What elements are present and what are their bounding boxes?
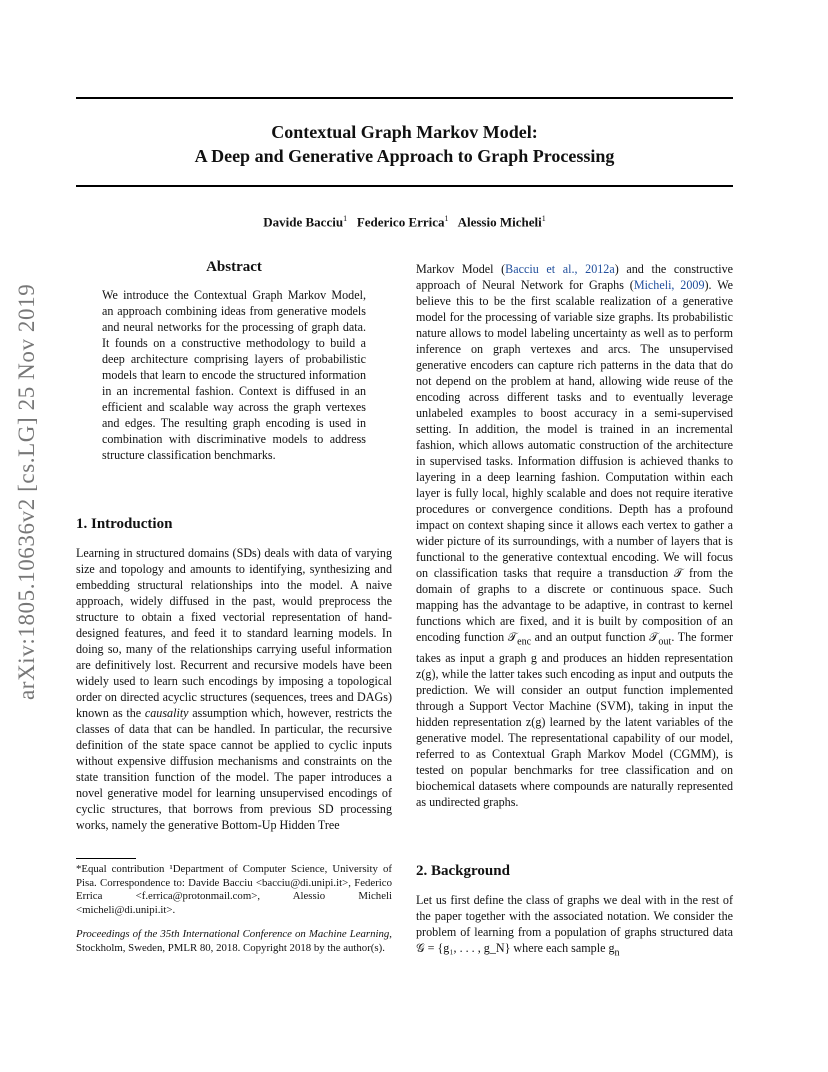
author-list xyxy=(76,214,733,230)
footnote-affiliations: *Equal contribution ¹Department of Computer Science, University of Pisa. Correspondence to: Davide Bacciu <bacciu@di.unipi.it>, Federico Errica <f.errica@protonmail.com>, Alessio Micheli <micheli@di.unipi.it>. xyxy=(76,863,392,916)
proceedings-rest: , Stockholm, Sweden, PMLR 80, 2018. Copyright 2018 by the author(s). xyxy=(76,928,392,954)
right-column-paragraph xyxy=(416,261,733,810)
abstract-text: We introduce the Contextual Graph Markov Model, an approach combining ideas from generative models and neural networks for the processing of graph data. It founds on a constructive methodology to build a deep architecture comprising layers of probabilistic models that learn to encode the structured information in an incremental fashion. Context is diffused in an efficient and scalable way across the graph vertexes and edges. The resulting graph encoding is used in combination with discriminative models to address structure classification benchmarks. xyxy=(102,288,366,462)
intro-text-italic: causality xyxy=(144,706,189,720)
author-name: Davide Bacciu xyxy=(263,214,344,230)
bottom-rule xyxy=(76,185,733,187)
proceedings-italic: Proceedings of the 35th International Conference on Machine Learning xyxy=(76,928,390,940)
author-mark: 1 xyxy=(541,214,546,223)
subscript-n: n xyxy=(614,947,620,959)
author-mark: 1 xyxy=(444,214,449,223)
abstract-heading: Abstract xyxy=(206,259,262,275)
paper-title-line1: Contextual Graph Markov Model: xyxy=(271,122,538,142)
subscript-enc: enc xyxy=(517,636,532,648)
intro-text-b: assumption which, however, restricts the classes of data that can be handled. In particular, the recursive definition of the state space cannot be applied to cyclic inputs without expensive diffusion mechanisms and constraints on the state transition function of the model. The paper introduces a novel generative model for learning unsupervised encodings of cyclic structures, that borrows from previous SD processing works, namely the generative Bottom-Up Hidden Tree xyxy=(76,706,392,832)
intro-paragraph xyxy=(76,545,392,833)
right-text-2: ) and the constructive approach of Neural Network for Graphs ( xyxy=(416,262,733,292)
footnote-rule xyxy=(76,858,136,859)
right-text-4: and an output function 𝒯 xyxy=(531,630,659,644)
proceedings-note xyxy=(76,928,392,955)
intro-heading: 1. Introduction xyxy=(76,516,173,532)
citation-link[interactable]: Micheli, 2009 xyxy=(633,278,705,292)
author-name: Federico Errica xyxy=(356,214,445,230)
author-mark: 1 xyxy=(343,214,348,223)
background-text: Let us first define the class of graphs we deal with in the rest of the paper together with the associated notation. We consider the problem of learning from a population of graphs structured data 𝒢 = {g₁, . . . , g_N} where each sample g xyxy=(416,893,733,955)
right-text-5: . The former takes as input a graph g and produces an hidden representation z(g), while the latter takes such encoding as input and outputs the prediction. We will consider an output function implemented through a Support Vector Machine (SVM), taking in input the hidden representation z(g) learned by the latent variables of the generative model. The representational capability of our model, referred to as Contextual Graph Markov Model (CGMM), is tested on popular benchmarks for tree classification and on biochemical datasets where compounds are naturally represented as undirected graphs. xyxy=(416,630,734,810)
right-text-3: ). We believe this to be the first scalable realization of a generative model for the processing of variable size graphs. Its probabilistic nature allows to model labeling uncertainty as well as to perform inference on graph vertexes and arcs. The unsupervised generative encoders can capture rich patterns in the data that do not depend on the problem at hand, allowing wide reuse of the encoding across different tasks and to eventually leverage unlabeled examples to boost accuracy in a semi-supervised setting. In addition, the model is trained in an incremental fashion, which allows automatic construction of the architecture in supervised tasks. Information diffusion is achieved thanks to layering in a deep learning fashion. Computation within each layer is fully local, highly scalable and does not require iterative procedures or convergence conditions. Depth has a profound impact on context shaping since it allows each vertex to gather a wider picture of its surroundings, with a number of layers that is functional to the generative contextual encoding. We will focus on classification tasks that require a transduction 𝒯 from the domain of graphs to a discrete or continuous space. Such mapping has the advantage to be adaptive, in contrast to kernel functions which are fixed, and it is built by composition of an encoding function 𝒯 xyxy=(416,278,734,644)
right-text-1: Markov Model ( xyxy=(416,262,506,276)
citation-link[interactable]: Bacciu et al., 2012a xyxy=(505,262,615,276)
background-heading: 2. Background xyxy=(416,863,510,879)
author-name: Alessio Micheli xyxy=(457,214,542,230)
intro-text-a: Learning in structured domains (SDs) deals with data of varying size and topology and amounts to identifying, synthesizing and embedding structural relationships into the model. A naive approach, widely diffused in the past, would preprocess the structure to obtain a fixed vectorial representation of hand-designed features, and feed it to standard learning models. In doing so, many of the relationships carrying useful information are definitively lost. Recurrent and recursive models have been widely used to learn such encodings by imposing a topological order on directed acyclic structures (sequences, trees and DAGs) known as the xyxy=(76,546,392,720)
subscript-out: out xyxy=(658,636,672,648)
paper-title-line2: A Deep and Generative Approach to Graph Processing xyxy=(194,146,615,166)
top-rule xyxy=(76,97,733,99)
arxiv-identifier: arXiv:1805.10636v2 [cs.LG] 25 Nov 2019 xyxy=(14,283,39,700)
background-paragraph xyxy=(416,892,733,961)
